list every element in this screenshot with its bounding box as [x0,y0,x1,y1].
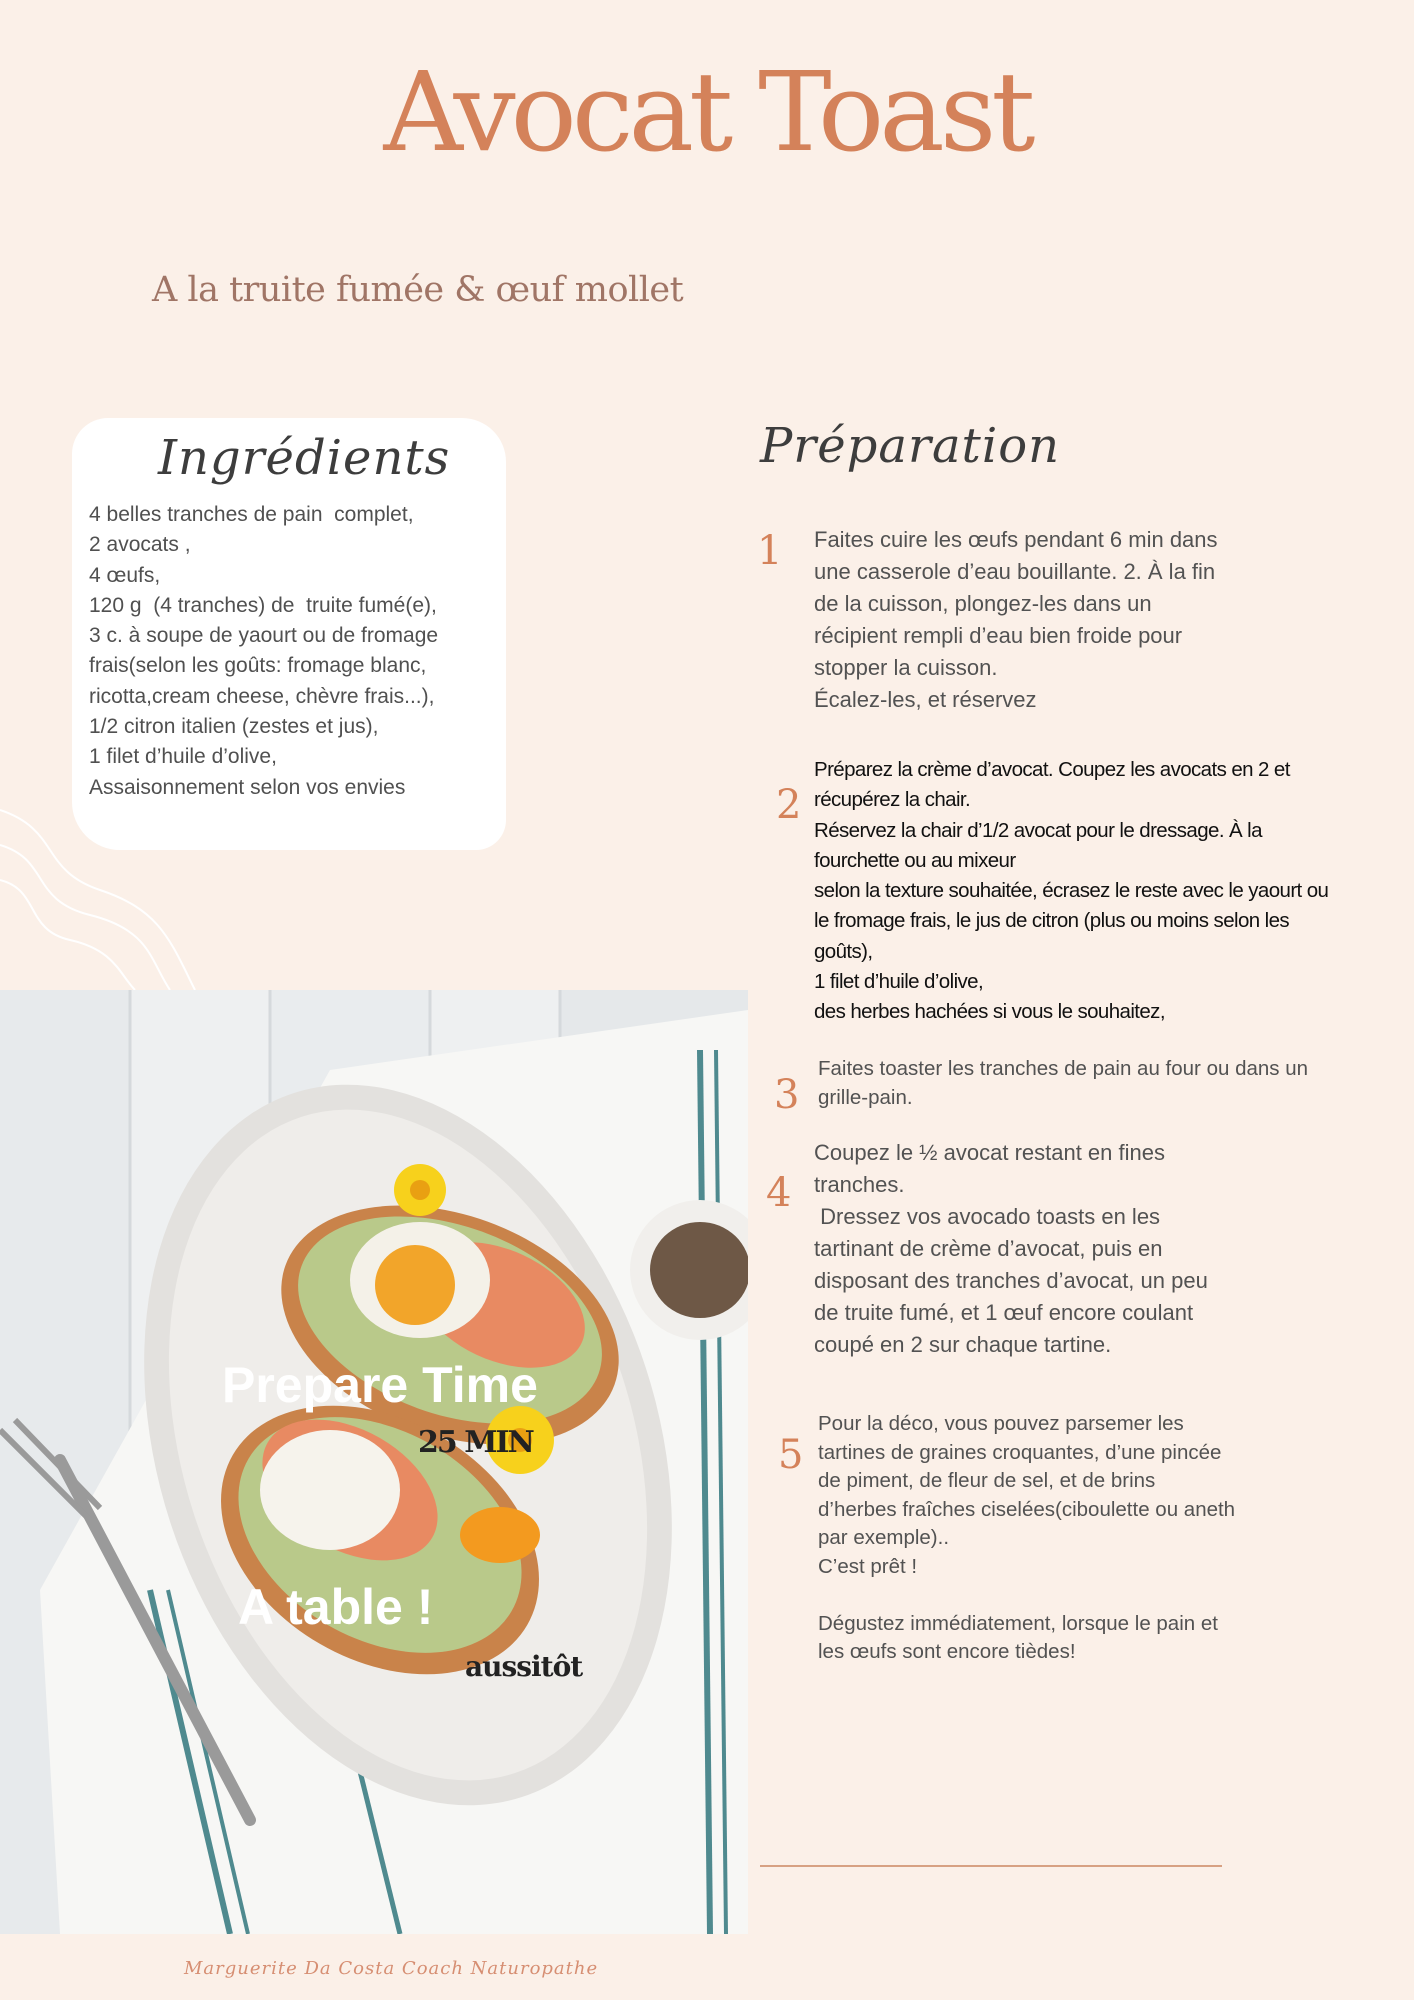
ingredient-item: 120 g (4 tranches) de truite fumé(e), [89,593,437,617]
step-text: Pour la déco, vous pouvez parsemer les tartines de graines croquantes, d’une pincée de piment, de fleur de sel, et de brins d’herbes fraîches ciselées(ciboulette ou aneth par exemple).. C’est prêt ! Dégustez immédiatement, lorsque le pain et les œufs sont encore tièdes! [818,1412,1236,1663]
ingredient-item: 2 avocats , [89,533,191,557]
ingredient-item: 3 c. à soupe de yaourt ou de fromage [89,624,439,648]
ingredient-item: 1/2 citron italien (zestes et jus), [89,715,379,739]
serve-label: A table ! [238,1579,434,1635]
step-text: Préparez la crème d’avocat. Coupez les avocats en 2 et récupérez la chair. Réservez la chair d’1/2 avocat pour le dressage. À la fourchette ou au mixeur selon la texture souhaitée, écrasez le reste avec le yaourt ou le fromage frais, le jus de citron (plus ou moins selon les goûts), 1 filet d’huile d’olive, des herbes hachées si vous le souhaitez, [814,758,1329,1024]
ingredient-item: Assaisonnement selon vos envies [89,775,406,799]
step-number: 5 [778,1432,804,1478]
food-photo [0,990,748,1934]
author-signature: Marguerite Da Costa Coach Naturopathe [184,1958,599,1979]
separator-line [760,1865,1222,1867]
step-number: 3 [774,1072,800,1118]
recipe-title: Avocat Toast [383,48,1031,176]
ingredients-heading: Ingrédients [158,430,451,486]
serve-value: aussitôt [465,1650,583,1683]
ingredient-item: 4 œufs, [89,563,161,587]
step-text: Faites toaster les tranches de pain au four ou dans un grille-pain. [818,1057,1309,1109]
preparation-heading: Préparation [760,418,1061,474]
step-text: Faites cuire les œufs pendant 6 min dans une casserole d’eau bouillante. 2. À la fin de la cuisson, plongez-les dans un récipient rempli d’eau bien froide pour stopper la cuisson. Écalez-les, et réservez [814,527,1218,712]
recipe-subtitle: A la truite fumée & œuf mollet [152,270,684,310]
step-text: Coupez le ½ avocat restant en fines tranches. Dressez vos avocado toasts en les tartinant de crème d’avocat, puis en disposant des tranches d’avocat, un peu de truite fumé, et 1 œuf encore coulant coupé en 2 sur chaque tartine. [814,1140,1208,1357]
step-number: 2 [776,782,802,828]
ingredient-item: frais(selon les goûts: fromage blanc, [89,654,427,678]
prepare-time-label: Prepare Time [222,1357,538,1413]
ingredient-item: 4 belles tranches de pain complet, [89,503,414,526]
ingredients-list [89,500,438,803]
prepare-time-value: 25 MIN [418,1425,533,1460]
step-number: 4 [766,1170,792,1216]
step-number: 1 [757,528,783,574]
ingredient-item: ricotta,cream cheese, chèvre frais...), [89,684,435,708]
ingredient-item: 1 filet d’huile d’olive, [89,745,277,769]
